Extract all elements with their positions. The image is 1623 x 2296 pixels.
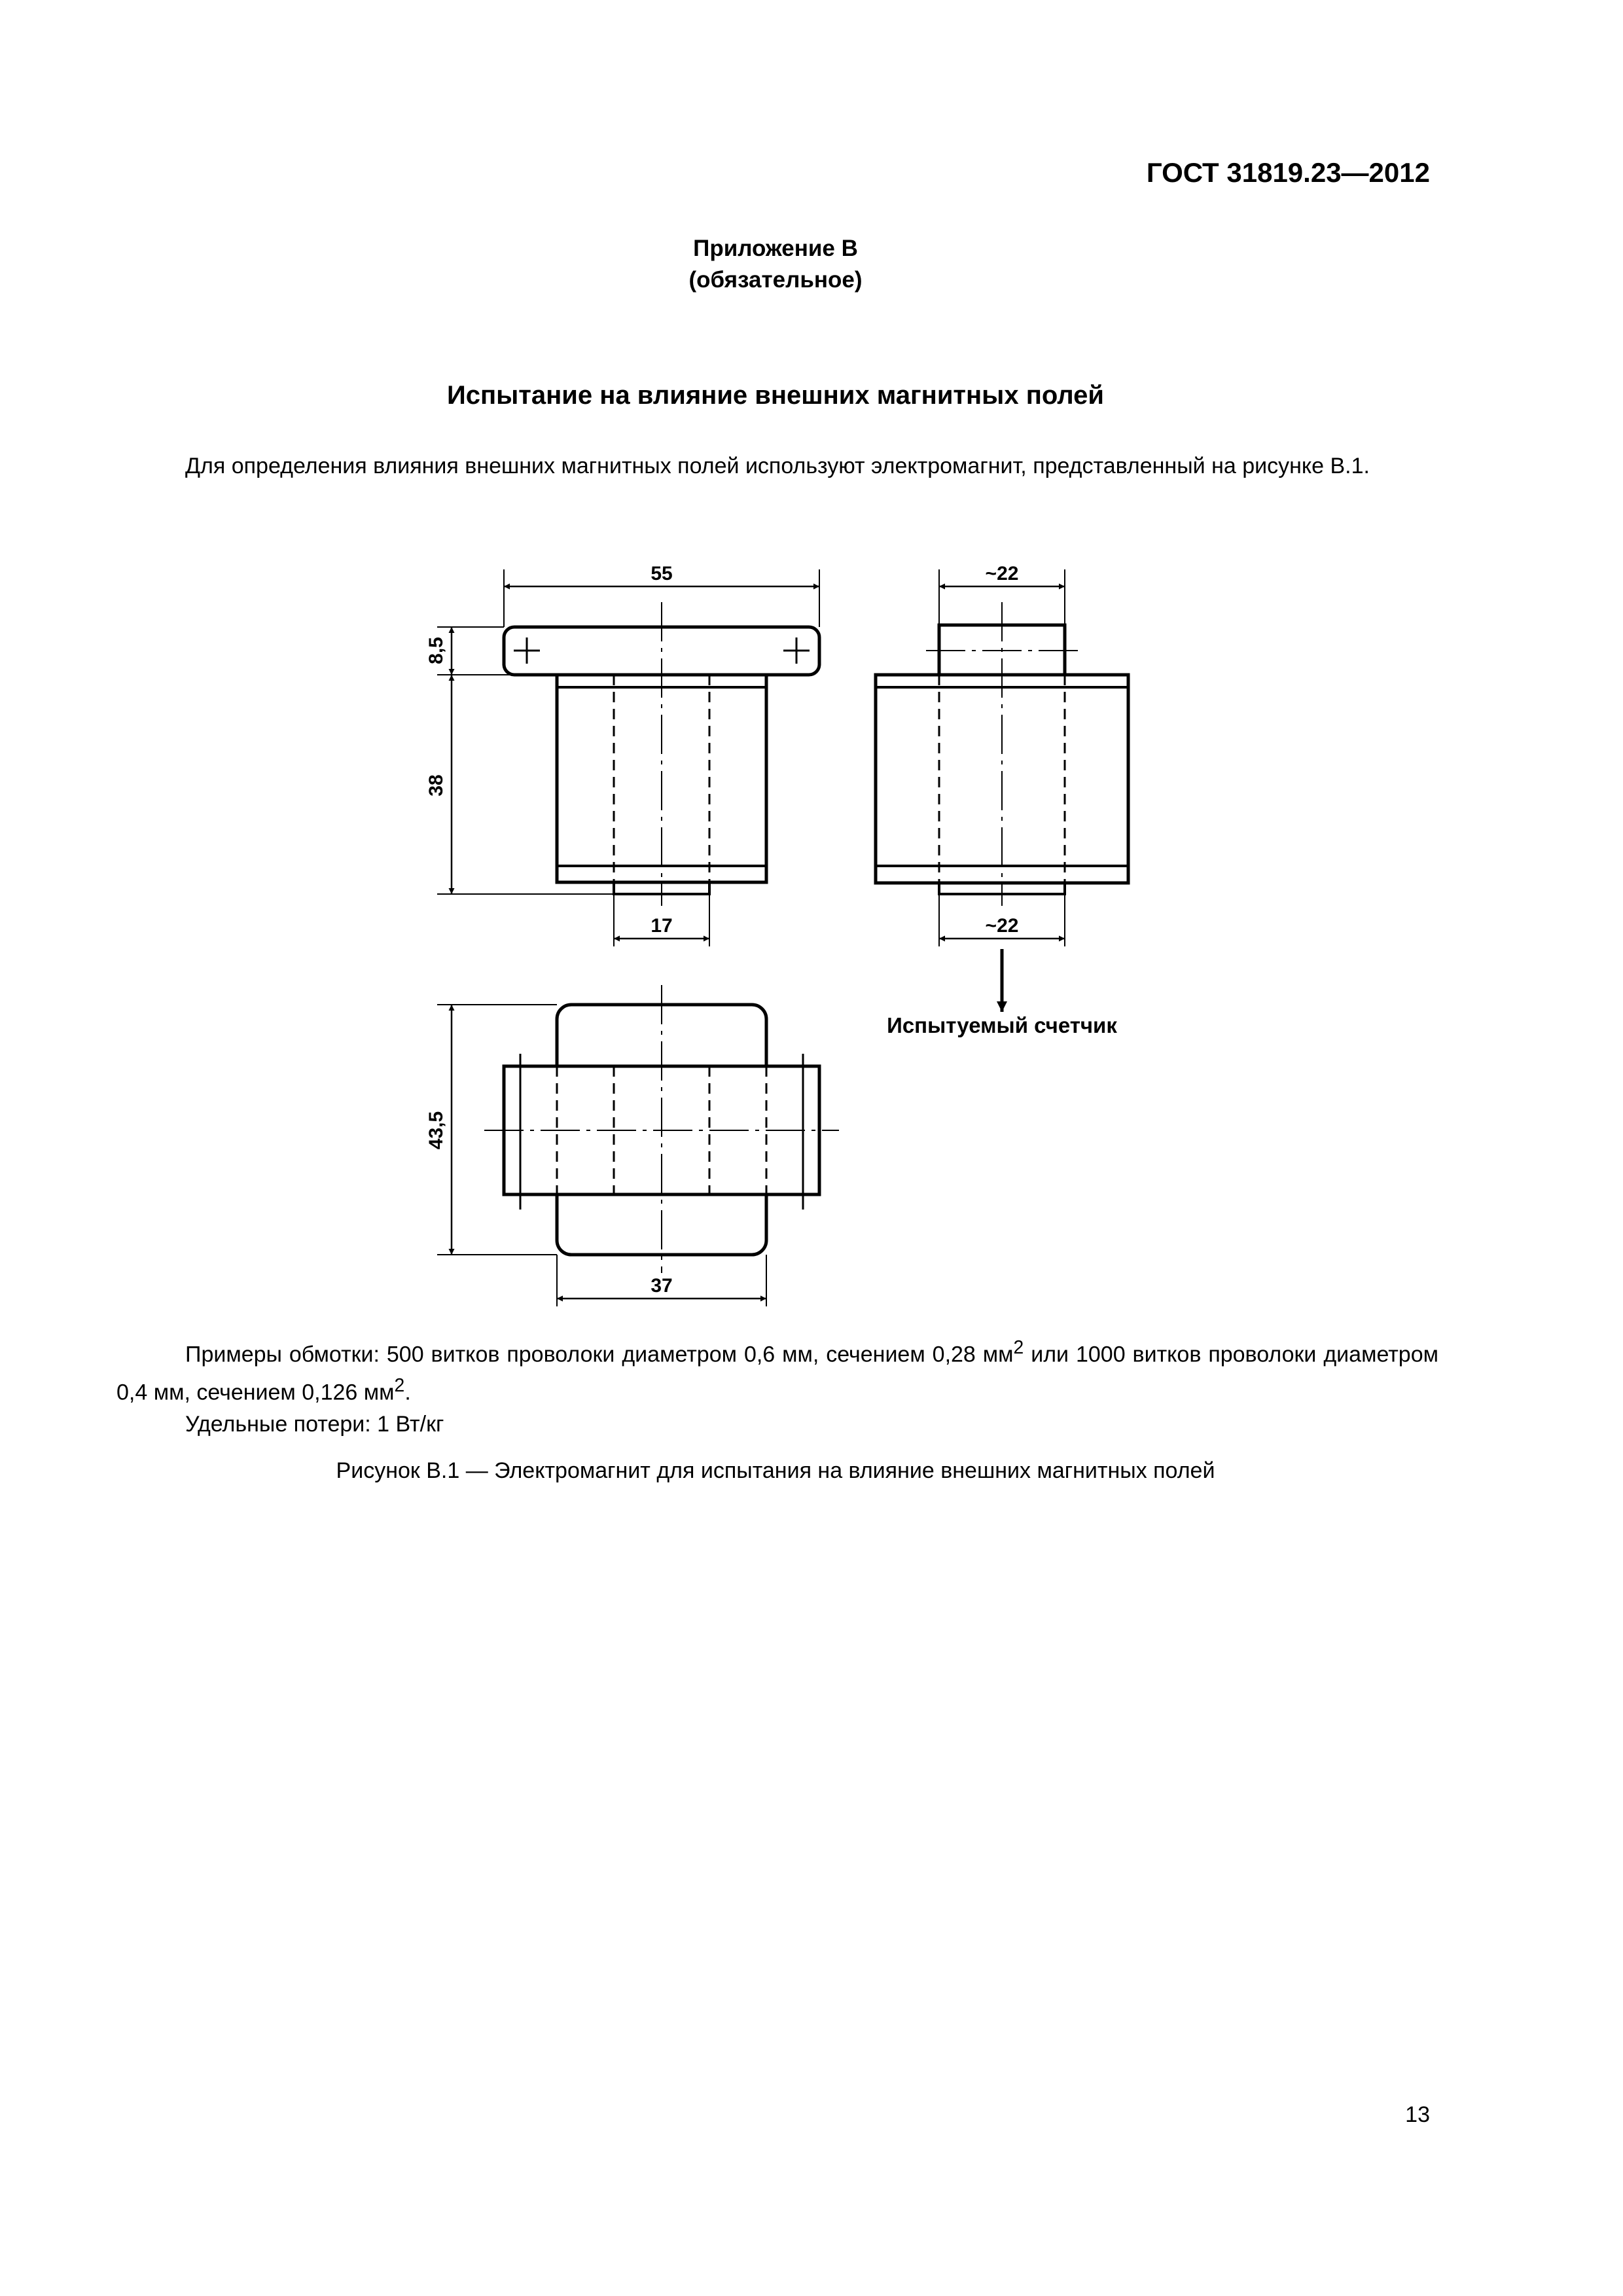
intro-paragraph: Для определения влияния внешних магнитных полей используют электромагнит, представленный на рисунке В.1.	[185, 454, 1370, 478]
dim-side-width-top: ~22	[985, 563, 1019, 584]
dim-core-height: 38	[425, 774, 447, 797]
figure-caption: Рисунок В.1 — Электромагнит для испытания на влияние внешних магнитных полей	[336, 1458, 1215, 1483]
annex-type: (обязательное)	[688, 267, 863, 293]
standard-number: ГОСТ 31819.23—2012	[1146, 157, 1430, 188]
dim-core-width: 17	[651, 915, 673, 937]
front-dimension-labels	[425, 563, 673, 937]
dim-top-width: 55	[651, 563, 673, 584]
plan-view	[437, 985, 839, 1306]
winding-text-1: Примеры обмотки: 500 витков проволоки диаметром 0,6 мм, сечением 0,28 мм	[185, 1342, 1014, 1367]
dim-side-width-bottom: ~22	[985, 915, 1019, 937]
front-dimension-lines	[452, 586, 819, 939]
annex-title: Приложение В	[693, 236, 858, 261]
winding-text-3: .	[404, 1380, 411, 1405]
winding-text-2: или 1000 витков проволоки диаметром 0,4 мм, сечением 0,126 мм	[116, 1342, 1438, 1405]
winding-examples	[116, 1332, 1438, 1408]
figure-notes	[116, 1332, 1438, 1440]
specific-losses: Удельные потери: 1 Вт/кг	[185, 1411, 444, 1437]
page-number: 13	[1405, 2102, 1430, 2127]
superscript-2: 2	[394, 1375, 405, 1397]
meter-label: Испытуемый счетчик	[887, 1013, 1117, 1037]
section-title: Испытание на влияние внешних магнитных полей	[446, 381, 1105, 410]
dim-plan-height: 43,5	[425, 1111, 447, 1150]
superscript-1: 2	[1013, 1337, 1024, 1358]
front-view	[437, 569, 819, 946]
side-view	[876, 569, 1128, 1012]
dim-plate-thickness: 8,5	[425, 637, 447, 664]
dim-plan-width: 37	[651, 1275, 673, 1297]
